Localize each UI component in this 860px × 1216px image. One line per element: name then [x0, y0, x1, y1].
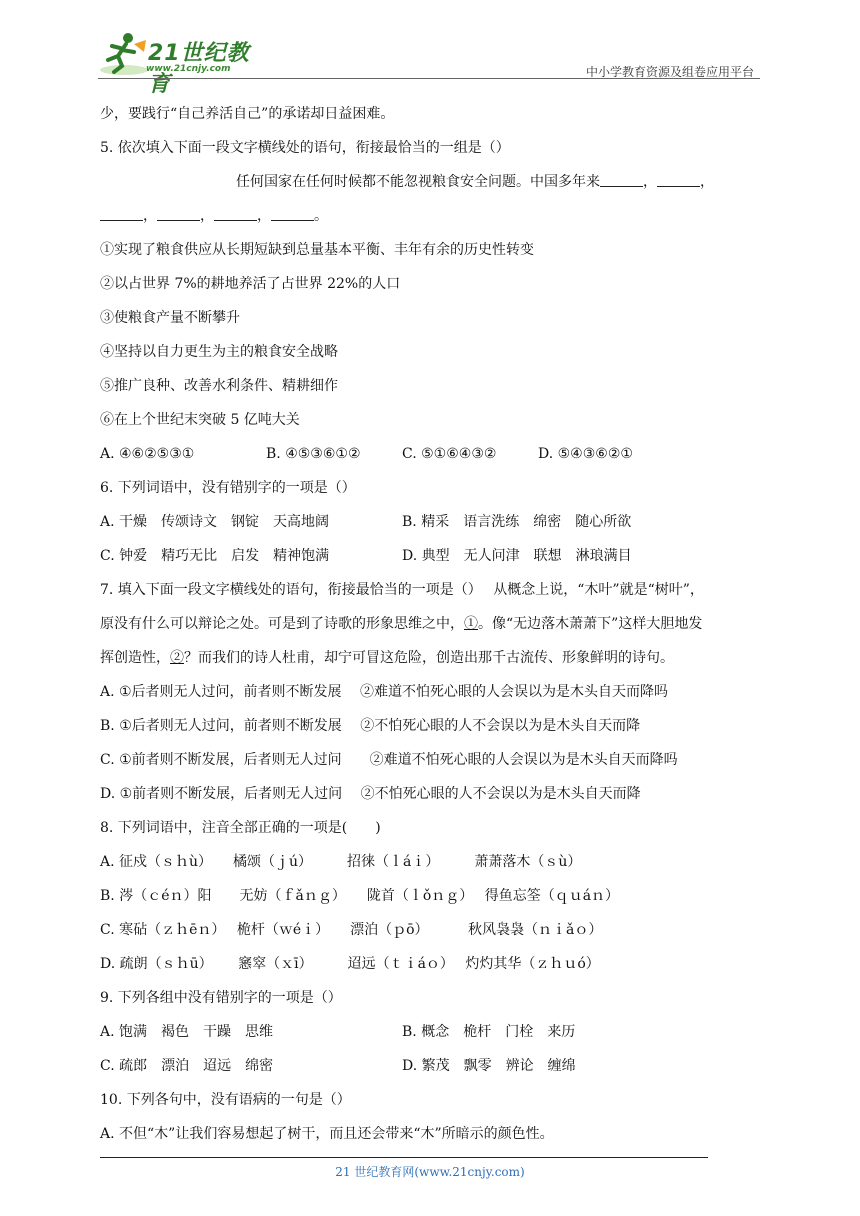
choice-a: A. ④⑥②⑤③①: [100, 446, 195, 462]
choice-a: A. 饱满 褐色 干躁 思维: [100, 1024, 274, 1040]
choice-d: D. ⑤④③⑥②①: [538, 446, 633, 462]
option-item: ③使粮食产量不断攀升: [100, 310, 240, 326]
option-item: ②以占世界 7%的耕地养活了占世界 22%的人口: [100, 276, 401, 292]
choice-c: C. ⑤①⑥④③②: [402, 446, 497, 462]
punct: 。: [314, 208, 328, 224]
fill-blank: [657, 172, 700, 187]
passage-text: 。像“无边落木萧萧下”这样大胆地发: [478, 616, 703, 632]
passage-text: 原没有什么可以辩论之处。可是到了诗歌的形象思维之中，: [100, 616, 464, 632]
site-logo: [98, 30, 268, 97]
option-item: ⑤推广良种、改善水利条件、精耕细作: [100, 378, 338, 394]
choice-a: A. ①后者则无人过问，前者则不断发展 ②难道不怕死心眼的人会误以为是木头自天而降吗: [100, 684, 669, 700]
fill-blank: [214, 206, 257, 221]
question-6: 6. 下列词语中，没有错别字的一项是（）: [100, 480, 356, 496]
choice-a: A. 干燥 传颂诗文 钢锭 天高地阔: [100, 514, 330, 530]
fill-blank: [600, 172, 643, 187]
choice-a: A. 征戍（ｓｈù） 橘颂（ｊú） 招徕（ｌáｉ） 萧萧落木（ｓù）: [100, 854, 582, 870]
choice-d: D. 典型 无人问津 联想 淋琅满目: [402, 548, 632, 564]
choice-c: C. ①前者则不断发展，后者则无人过问 ②难道不怕死心眼的人会误以为是木头自天而降吗: [100, 752, 678, 768]
question-5: 5. 依次填入下面一段文字横线处的语句，衔接最恰当的一组是（）: [100, 140, 510, 156]
question-10: 10. 下列各句中，没有语病的一句是（）: [100, 1092, 351, 1108]
option-item: ⑥在上个世纪末突破 5 亿吨大关: [100, 412, 300, 428]
choice-d: D. ①前者则不断发展，后者则无人过问 ②不怕死心眼的人不会误以为是木头自天而降: [100, 786, 641, 802]
question-7: 7. 填入下面一段文字横线处的语句，衔接最恰当的一项是（） 从概念上说，“木叶”就是“树叶”，: [100, 582, 704, 598]
choice-c: C. 寒砧（ｚｈēｎ） 桅杆（ｗéｉ） 漂泊（ｐō） 秋风袅袅（ｎｉǎｏ）: [100, 922, 603, 938]
choice-c: C. 疏郎 漂泊 迢远 绵密: [100, 1058, 274, 1074]
header-divider: [98, 78, 760, 79]
answer-choices: [100, 512, 765, 546]
answer-choices: [100, 546, 765, 580]
punct: ，: [700, 174, 714, 190]
passage-text: ？而我们的诗人杜甫，却宁可冒这危险，创造出那千古流传、形象鲜明的诗句。: [184, 650, 674, 666]
footer-link[interactable]: 21 世纪教育网(www.21cnjy.com): [335, 1165, 525, 1179]
punct: ，: [257, 208, 271, 224]
question-5-passage-cont: [100, 206, 765, 240]
question-9: 9. 下列各组中没有错别字的一项是（）: [100, 990, 342, 1006]
question-8: 8. 下列词语中，注音全部正确的一项是( ): [100, 820, 381, 836]
passage-text: 挥创造性，: [100, 650, 170, 666]
question-7-passage-cont: [100, 648, 765, 682]
logo-text: 21世纪教育: [148, 41, 250, 97]
answer-choices: [100, 1056, 765, 1090]
punct: ，: [200, 208, 214, 224]
fill-blank: [100, 206, 143, 221]
question-5-passage: [100, 172, 765, 206]
runner-icon: [98, 30, 150, 78]
punct: ，: [143, 208, 157, 224]
blank-marker-2: ②: [170, 650, 184, 666]
blank-marker-1: ①: [464, 616, 478, 632]
choice-b: B. 概念 桅杆 门栓 来历: [402, 1024, 576, 1040]
platform-title: 中小学教育资源及组卷应用平台: [585, 65, 754, 79]
choice-b: B. ①后者则无人过问，前者则不断发展 ②不怕死心眼的人不会误以为是木头自天而降: [100, 718, 641, 734]
question-7-passage: [100, 614, 765, 648]
answer-choices: [100, 444, 765, 478]
option-item: ④坚持以自力更生为主的粮食安全战略: [100, 344, 338, 360]
punct: ，: [643, 174, 657, 190]
logo-url: www.21cnjy.com: [146, 64, 231, 74]
fill-blank: [157, 206, 200, 221]
choice-c: C. 钟爱 精巧无比 启发 精神饱满: [100, 548, 330, 564]
choice-a: A. 不但“木”让我们容易想起了树干，而且还会带来“木”所暗示的颜色性。: [100, 1126, 554, 1142]
document-body: [100, 104, 765, 1158]
text-line: 少，要践行“自己养活自己”的承诺却日益困难。: [100, 106, 395, 122]
page-header: [98, 30, 760, 97]
fill-blank: [271, 206, 314, 221]
choice-b: B. ④⑤③⑥①②: [266, 446, 361, 462]
choice-b: B. 涔（ｃéｎ）阳 无妨（ｆǎｎｇ） 陇首（ｌǒｎｇ） 得鱼忘筌（ｑｕáｎ）: [100, 888, 620, 904]
choice-d: D. 繁茂 飘零 辨论 缠绵: [402, 1058, 576, 1074]
passage-text: 任何国家在任何时候都不能忽视粮食安全问题。中国多年来: [236, 174, 600, 190]
footer-divider: [100, 1157, 708, 1158]
choice-b: B. 精采 语言洗练 绵密 随心所欲: [402, 514, 632, 530]
answer-choices: [100, 1022, 765, 1056]
choice-d: D. 疏朗（ｓｈū） 窸窣（ｘī） 迢远（ｔｉáｏ） 灼灼其华（ｚｈｕó）: [100, 956, 600, 972]
option-item: ①实现了粮食供应从长期短缺到总量基本平衡、丰年有余的历史性转变: [100, 242, 534, 258]
